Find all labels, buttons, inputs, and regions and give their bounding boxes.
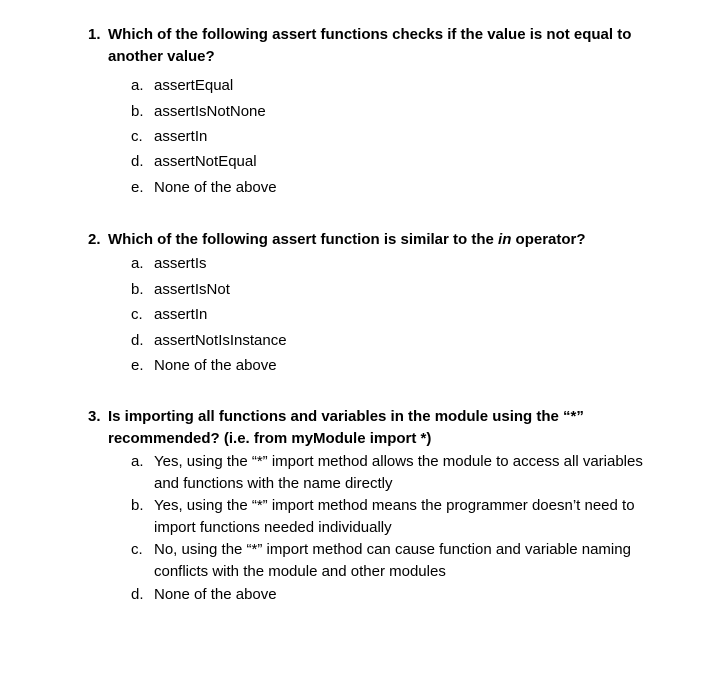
option-text: assertNotEqual bbox=[154, 153, 257, 170]
option-letter: d. bbox=[131, 586, 144, 603]
option-text: Yes, using the “*” import method allows the module to access all variables and functions with the name directly bbox=[154, 453, 643, 492]
question-text bbox=[108, 229, 678, 251]
question-number: 2. bbox=[88, 231, 101, 248]
option-text: assertIn bbox=[154, 128, 208, 145]
option-text: assertEqual bbox=[154, 77, 234, 94]
option-text: Yes, using the “*” import method means the programmer doesn’t need to import functions needed individually bbox=[154, 497, 635, 536]
question-number: 1. bbox=[88, 26, 101, 43]
question-text-italic: in bbox=[498, 231, 512, 248]
option-letter: c. bbox=[131, 128, 143, 145]
option-text: assertIs bbox=[154, 255, 207, 272]
option-text: assertIsNot bbox=[154, 281, 230, 298]
question-text-before: Which of the following assert function is similar to the bbox=[108, 231, 499, 248]
option-letter: d. bbox=[131, 153, 144, 170]
option-letter: d. bbox=[131, 332, 144, 349]
option-letter: a. bbox=[131, 255, 144, 272]
option-letter: c. bbox=[131, 541, 143, 558]
option-letter: e. bbox=[131, 179, 144, 196]
question-text: Is importing all functions and variables in the module using the “*” recommended? (i.e. from myModule import *) bbox=[108, 408, 584, 447]
option-text: None of the above bbox=[154, 357, 277, 374]
option-letter: e. bbox=[131, 357, 144, 374]
question-text-after: operator? bbox=[511, 231, 586, 248]
option-letter: b. bbox=[131, 103, 144, 120]
option-letter: b. bbox=[131, 497, 144, 514]
option-text: assertIn bbox=[154, 306, 208, 323]
question-number: 3. bbox=[88, 408, 101, 425]
option-text: No, using the “*” import method can cause function and variable naming conflicts with the module and other modules bbox=[154, 541, 631, 580]
question-text: Which of the following assert functions checks if the value is not equal to another value? bbox=[108, 26, 632, 65]
option-text: assertIsNotNone bbox=[154, 103, 266, 120]
option-letter: c. bbox=[131, 306, 143, 323]
option-text: None of the above bbox=[154, 179, 277, 196]
option-text: assertNotIsInstance bbox=[154, 332, 287, 349]
option-letter: a. bbox=[131, 453, 144, 470]
option-letter: b. bbox=[131, 281, 144, 298]
option-letter: a. bbox=[131, 77, 144, 94]
option-text: None of the above bbox=[154, 586, 277, 603]
